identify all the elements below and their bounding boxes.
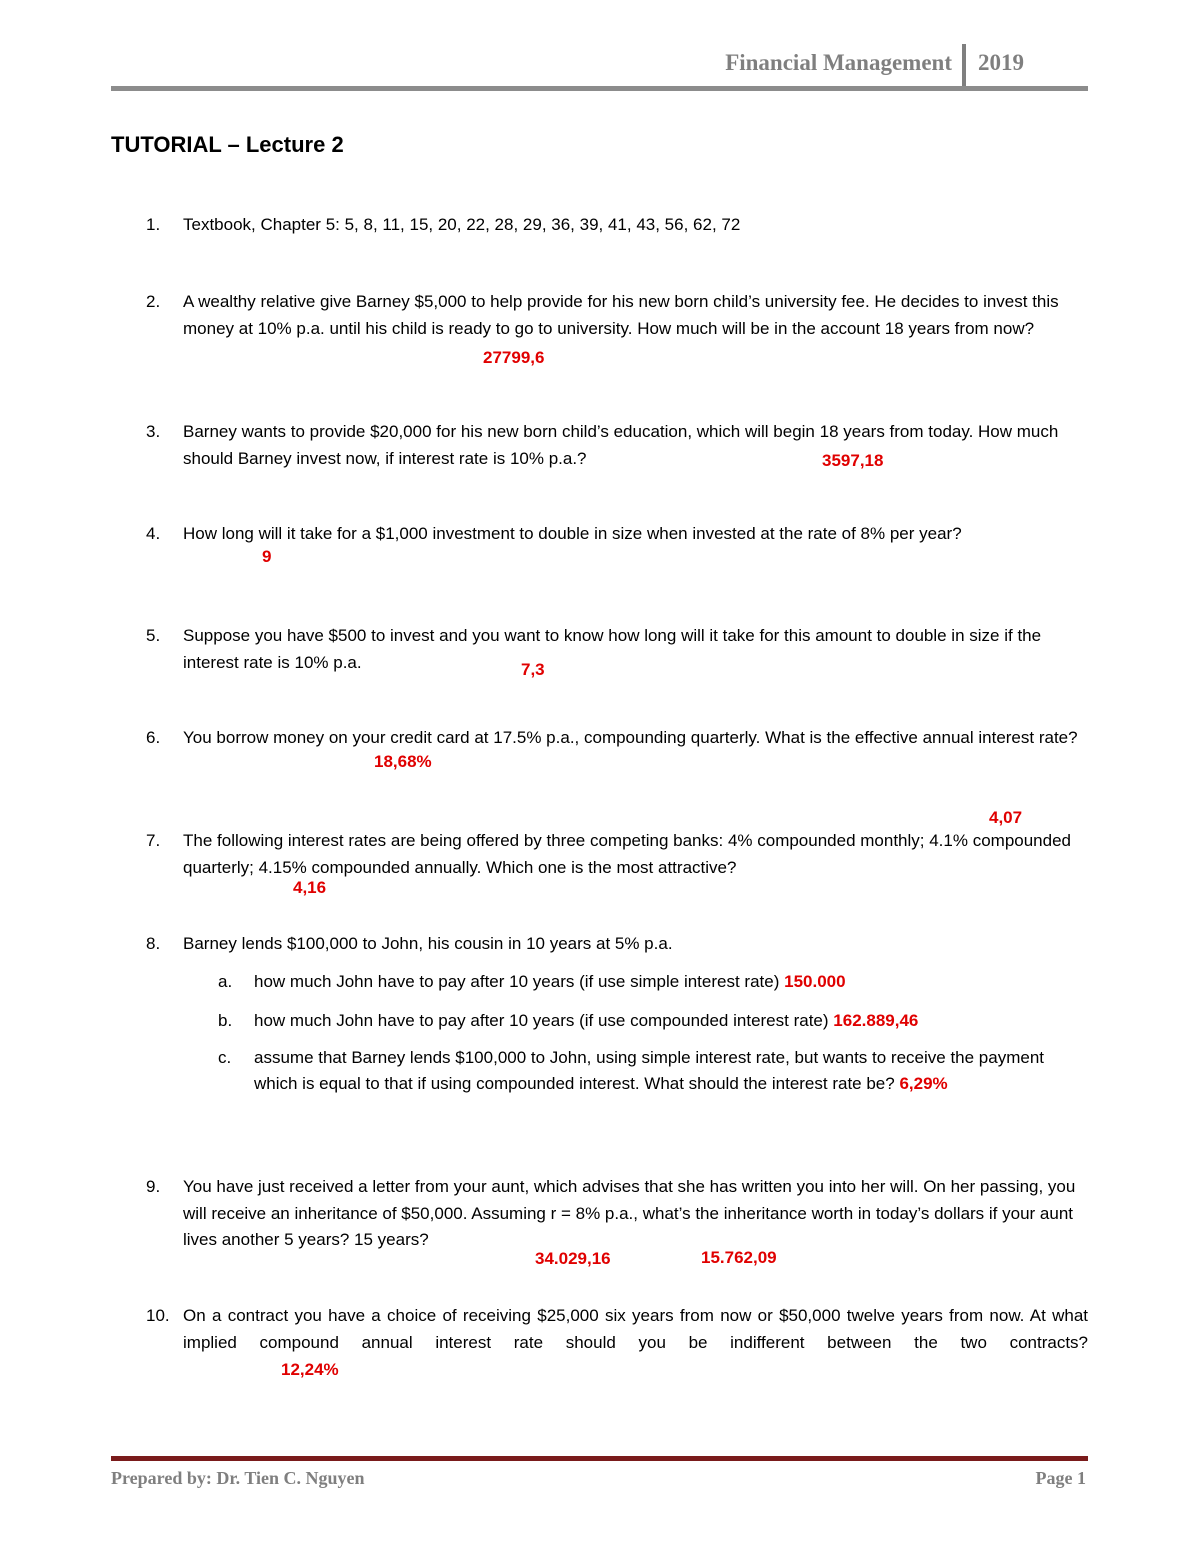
- question-text: You have just received a letter from your aunt, which advises that she has written you into her will. On her passing, you will receive an inheritance of $50,000. Assuming r = 8% p.a., what’s the inheritance worth in today’s dollars if your aunt lives another 5 years? 15 years?: [183, 1177, 1076, 1249]
- question-number: 5.: [146, 626, 161, 645]
- question-number: 6.: [146, 728, 161, 747]
- question-number: 9.: [146, 1177, 161, 1196]
- handwritten-answer: 4,07: [989, 808, 1023, 827]
- question-text: The following interest rates are being offered by three competing banks: 4% compounded monthly; 4.1% compounded quarterly; 4.15% compounded annually. Which one is the most attractive?: [183, 831, 1072, 877]
- header-title: Financial Management: [725, 50, 952, 75]
- question-text: How long will it take for a $1,000 investment to double in size when invested at the rate of 8% per year?: [183, 524, 962, 543]
- question-number: 1.: [146, 215, 161, 234]
- question-text: On a contract you have a choice of receiving $25,000 six years from now or $50,000 twelve years from now. At what implied compound annual interest rate should you be indifferent between the two contracts?: [183, 1306, 1088, 1352]
- question-number: 2.: [146, 292, 161, 311]
- handwritten-answer: 6,29%: [899, 1074, 948, 1093]
- sub-question-text: how much John have to pay after 10 years (if use compounded interest rate) 162.889,46: [254, 1011, 919, 1030]
- question-text: Suppose you have $500 to invest and you want to know how long will it take for this amount to double in size if the interest rate is 10% p.a.: [183, 626, 1042, 672]
- footer-author: Prepared by: Dr. Tien C. Nguyen: [111, 1468, 365, 1488]
- sub-question-text: assume that Barney lends $100,000 to John, using simple interest rate, but wants to receive the payment which is equal to that if using compounded interest. What should the interest rate be? 6,29%: [254, 1048, 1045, 1093]
- handwritten-answer: 12,24%: [281, 1360, 339, 1379]
- footer-rule: [111, 1456, 1088, 1461]
- question-number: 8.: [146, 934, 161, 953]
- handwritten-answer: 15.762,09: [701, 1248, 777, 1267]
- page-title: TUTORIAL – Lecture 2: [111, 132, 344, 157]
- question-text: Barney lends $100,000 to John, his cousin in 10 years at 5% p.a.: [183, 934, 673, 953]
- footer-page-number: Page 1: [1035, 1468, 1086, 1488]
- handwritten-answer: 27799,6: [483, 348, 545, 367]
- question-text: A wealthy relative give Barney $5,000 to help provide for his new born child’s university fee. He decides to invest this money at 10% p.a. until his child is ready to go to university. How much will be in the account 18 years from now?: [183, 292, 1059, 338]
- sub-question-text: how much John have to pay after 10 years (if use simple interest rate) 150.000: [254, 972, 846, 991]
- question-number: 3.: [146, 422, 161, 441]
- handwritten-answer: 7,3: [521, 660, 545, 679]
- handwritten-answer: 3597,18: [822, 451, 884, 470]
- handwritten-answer: 4,16: [293, 878, 327, 897]
- header-year: 2019: [978, 50, 1024, 75]
- handwritten-answer: 9: [262, 547, 272, 566]
- header-separator: [962, 44, 966, 88]
- sub-question-letter: b.: [218, 1011, 233, 1030]
- handwritten-answer: 34.029,16: [535, 1249, 611, 1268]
- sub-question-letter: a.: [218, 972, 233, 991]
- handwritten-answer: 18,68%: [374, 752, 432, 771]
- handwritten-answer: 162.889,46: [833, 1011, 919, 1030]
- question-text: Barney wants to provide $20,000 for his new born child’s education, which will begin 18 years from today. How much should Barney invest now, if interest rate is 10% p.a.?: [183, 422, 1059, 468]
- header-rule: [111, 86, 1088, 91]
- question-number: 4.: [146, 524, 161, 543]
- question-number: 10.: [146, 1306, 170, 1325]
- question-number: 7.: [146, 831, 161, 850]
- handwritten-answer: 150.000: [784, 972, 846, 991]
- question-text: You borrow money on your credit card at 17.5% p.a., compounding quarterly. What is the effective annual interest rate?: [183, 728, 1078, 747]
- question-text: Textbook, Chapter 5: 5, 8, 11, 15, 20, 22, 28, 29, 36, 39, 41, 43, 56, 62, 72: [183, 215, 741, 234]
- sub-question-letter: c.: [218, 1048, 232, 1067]
